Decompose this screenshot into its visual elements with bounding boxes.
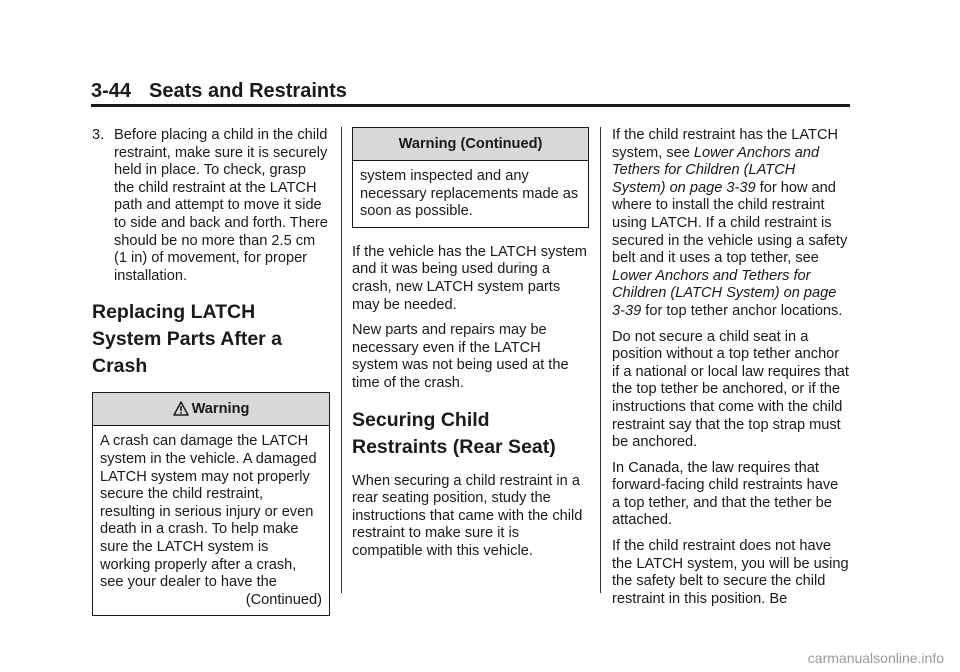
warning-continued-box: [352, 127, 589, 228]
cross-reference-link[interactable]: Lower Anchors and Tethers for Children (LATCH System) on page 3-39: [612, 267, 837, 319]
column-2: [352, 127, 589, 569]
step-3: [92, 127, 330, 285]
warning-continued-header: Warning (Continued): [353, 128, 588, 161]
column-1: [92, 127, 330, 616]
paragraph: If the vehicle has the LATCH system and it was being used during a crash, new LATCH system parts may be needed.: [352, 243, 587, 313]
text-run: If the child restraint has the LATCH system, see: [612, 127, 839, 161]
column-divider-1: [341, 127, 342, 593]
paragraph: In Canada, the law requires that forward-facing child restraints have a top tether, and that the tether be attached.: [612, 459, 839, 529]
paragraph: New parts and repairs may be necessary even if the LATCH system was not being used at the time of the crash.: [352, 322, 569, 391]
cross-reference-link[interactable]: Lower Anchors and Tethers for Children (LATCH System) on page 3-39: [612, 144, 820, 196]
watermark: carmanualsonline.info: [807, 650, 944, 666]
warning-title: Warning: [191, 401, 250, 418]
paragraph: [612, 127, 850, 321]
section-title-replacing-latch: Replacing LATCH System Parts After a Crash: [92, 301, 283, 378]
paragraph: When securing a child restraint in a rear seating position, study the instructions that came with the child restraint to make sure it is compatible with this vehicle.: [352, 472, 583, 559]
continued-label: (Continued): [245, 591, 322, 608]
warning-triangle-icon: [173, 401, 189, 416]
warning-continued-body: system inspected and any necessary replacements made as soon as possible.: [360, 168, 579, 220]
column-3: [612, 127, 850, 616]
warning-box: [92, 392, 330, 616]
warning-body: [93, 426, 329, 615]
paragraph: If the child restraint does not have the LATCH system, you will be using the safety belt to secure the child restraint in this position. Be: [612, 538, 849, 607]
section-title-securing-child-restraints: Securing Child Restraints (Rear Seat): [352, 408, 556, 458]
text-run: for how and where to install the child restraint using LATCH. If a child restraint is secured in the vehicle using a safety belt and it uses a top tether, see: [612, 179, 848, 267]
warning-text: A crash can damage the LATCH system in the vehicle. A damaged LATCH system may not properly secure the child restraint, resulting in serious injury or even death in a crash. To help make sure the LATCH system is working properly after a crash, see your dealer to have the: [100, 433, 317, 591]
page-header: [91, 80, 347, 103]
header-rule: [91, 104, 850, 107]
text-run: for top tether anchor locations.: [641, 302, 843, 319]
page-number: 3-44: [91, 80, 132, 102]
step-text: Before placing a child in the child restraint, make sure it is securely held in place. To check, grasp the child restraint at the LATCH path and attempt to move it side to side and back and forth. There should be no more than 2.5 cm (1 in) of movement, for proper installation.: [114, 127, 328, 284]
warning-header: [93, 393, 329, 426]
paragraph: Do not secure a child seat in a position without a top tether anchor if a national or local law requires that the top tether be anchored, or if the instructions that come with the child restraint say that the top strap must be anchored.: [612, 328, 849, 451]
step-number: 3.: [92, 127, 105, 143]
chapter-title: Seats and Restraints: [149, 80, 347, 102]
column-divider-2: [600, 127, 601, 593]
